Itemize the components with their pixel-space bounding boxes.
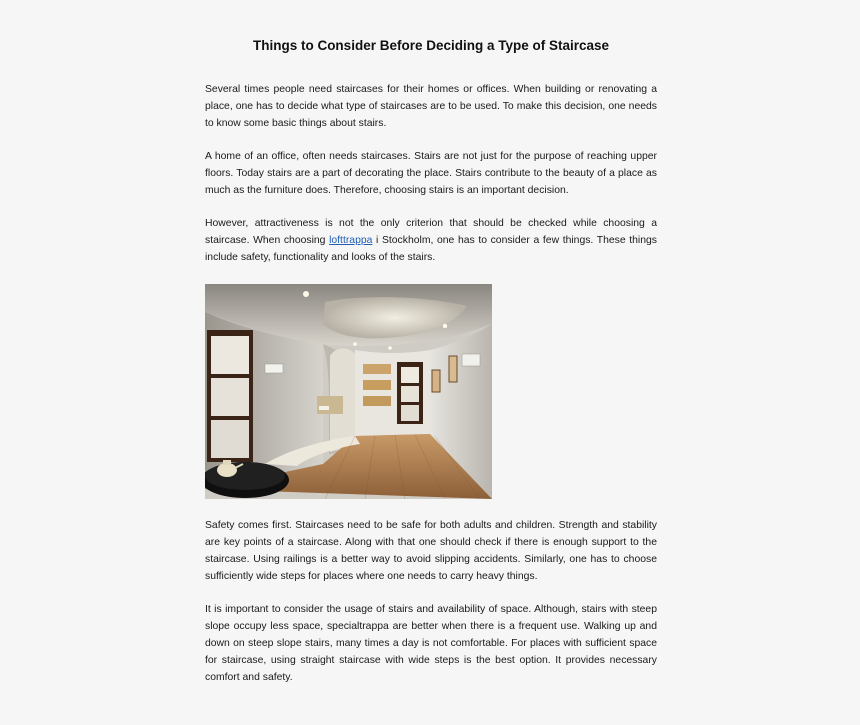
- paragraph-criteria-text-before: However, attractiveness is not the only criterion that should be checked while choosing a staircase. When choosing: [205, 218, 657, 246]
- paragraph-intro: Several times people need staircases for their homes or offices. When building or renovating a place, one has to decide what type of staircases are to be used. To make this decision, one needs to know some basic things about stairs.: [205, 84, 657, 129]
- interior-hallway-image: [205, 284, 492, 499]
- paragraph-criteria-text-after: i Stockholm, one has to consider a few things. These things include safety, functionality and looks of the stairs.: [205, 235, 657, 263]
- lofttrappa-link[interactable]: lofttrappa: [329, 235, 373, 246]
- paragraph-usage-space: It is important to consider the usage of stairs and availability of space. Although, stairs with steep slope occupy less space, specialtrappa are better when there is a frequent use. Walking up and down on steep slope stairs, many times a day is not comfortable. For places with sufficient space for staircase, using straight staircase with wide steps is the best option. It provides necessary comfort and safety.: [205, 604, 657, 683]
- paragraph-criteria: [205, 215, 657, 266]
- paragraph-home-office: A home of an office, often needs staircases. Stairs are not just for the purpose of reaching upper floors. Today stairs are a part of decorating the place. Stairs contribute to the beauty of a place as much as the furniture does. Therefore, choosing stairs is an important decision.: [205, 151, 657, 196]
- document-title: Things to Consider Before Deciding a Type of Staircase: [252, 38, 610, 53]
- paragraph-safety: Safety comes first. Staircases need to be safe for both adults and children. Strength and stability are key points of a staircase. Along with that one should check if there is enough support to the staircase. Using railings is a better way to avoid slipping accidents. Similarly, one has to choose sufficiently wide steps for places where one needs to carry heavy things.: [205, 520, 657, 582]
